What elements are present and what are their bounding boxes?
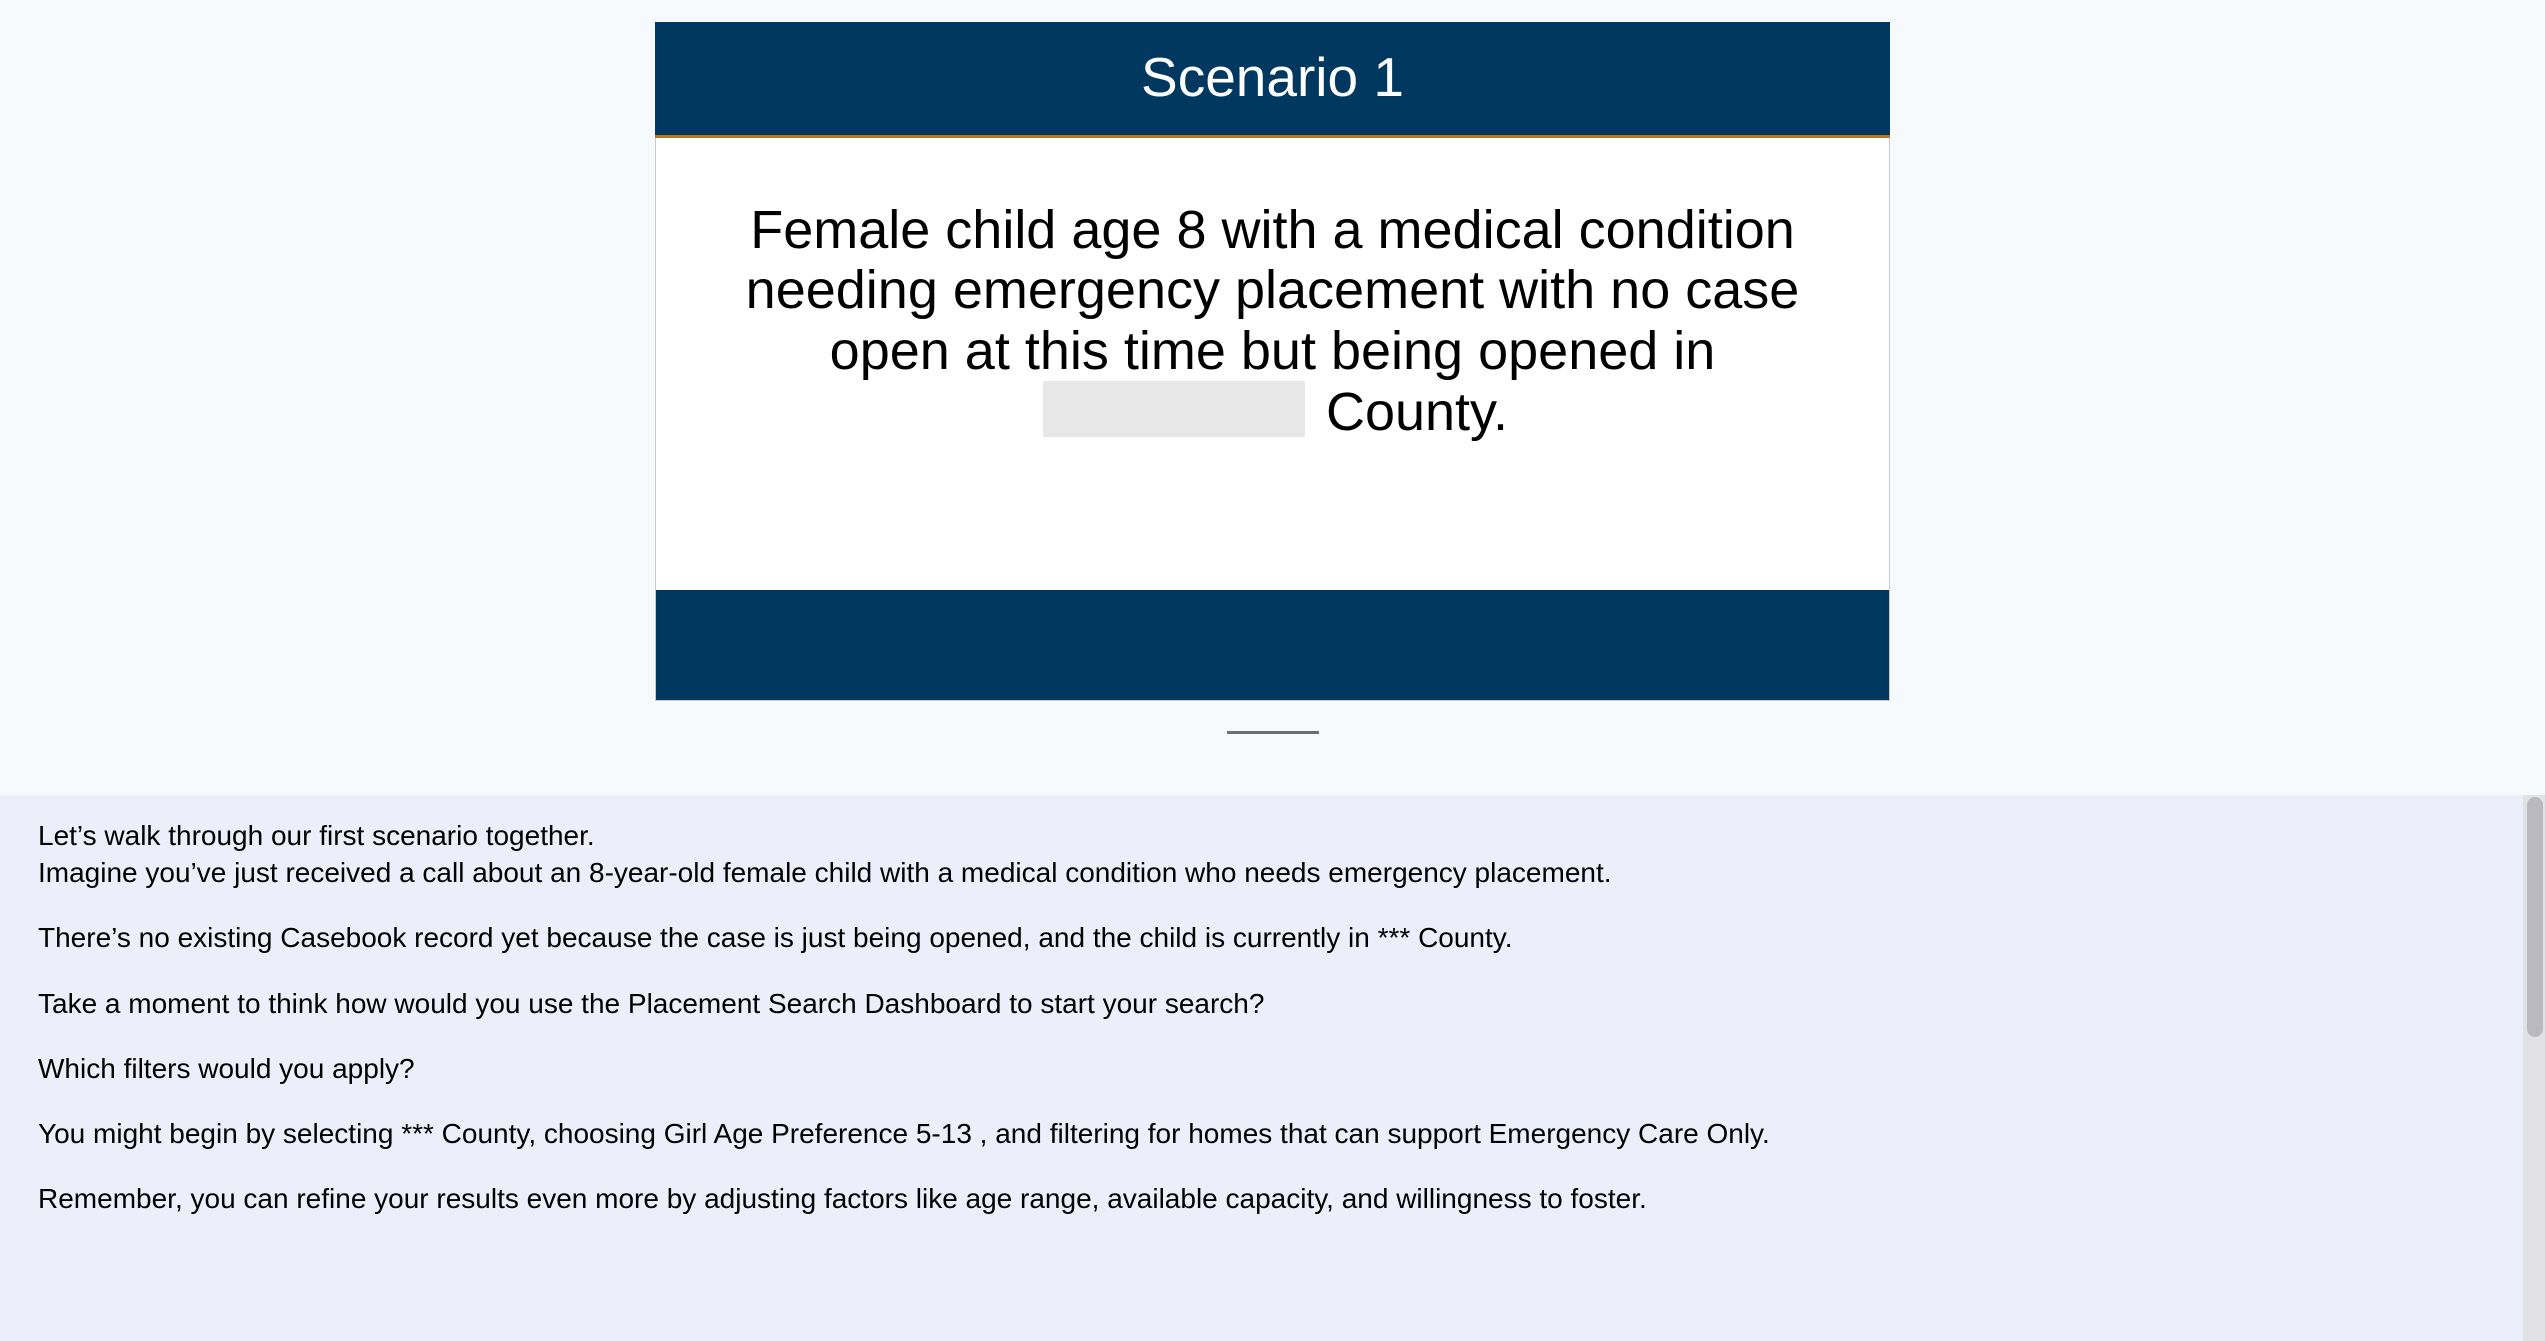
slide-body-text (708, 200, 1838, 443)
transcript-block (38, 1180, 2505, 1217)
transcript-block (38, 985, 2505, 1022)
section-divider (1227, 731, 1319, 734)
slide-body-text-before: Female child age 8 with a medical condition needing emergency placement with no case open at this time but being opened in (745, 200, 1800, 381)
transcript-line: Let’s walk through our first scenario together. (38, 820, 595, 851)
scenario-slide (655, 22, 1890, 701)
transcript-line: Remember, you can refine your results even more by adjusting factors like age range, available capacity, and willingness to foster. (38, 1183, 1647, 1215)
transcript-line: Which filters would you apply? (38, 1052, 415, 1084)
transcript-block (38, 817, 2505, 891)
transcript-block (38, 1050, 2505, 1087)
divider-wrap (0, 701, 2545, 734)
slide-body-text-after: County. (1325, 382, 1509, 443)
transcript-block (38, 1115, 2505, 1152)
redacted-county-field (1043, 381, 1305, 437)
transcript-scrollbar-thumb[interactable] (2527, 797, 2543, 1037)
slide-title: Scenario 1 (655, 22, 1890, 138)
transcript-line: Imagine you’ve just received a call about an 8-year-old female child with a medical condition who needs emergency placement. (38, 857, 1612, 889)
transcript-block (38, 919, 2505, 956)
slide-footer (655, 590, 1890, 701)
slide-body (655, 138, 1890, 590)
transcript-scrollbar[interactable] (2523, 795, 2545, 1341)
transcript-panel[interactable] (0, 795, 2545, 1341)
transcript-line: Take a moment to think how would you use the Placement Search Dashboard to start your search? (38, 987, 1265, 1019)
transcript-line: You might begin by selecting *** County, choosing Girl Age Preference 5-13 , and filtering for homes that can support Emergency Care Only. (38, 1118, 1770, 1150)
transcript-line: There’s no existing Casebook record yet because the case is just being opened, and the child is currently in *** County. (38, 922, 1513, 954)
